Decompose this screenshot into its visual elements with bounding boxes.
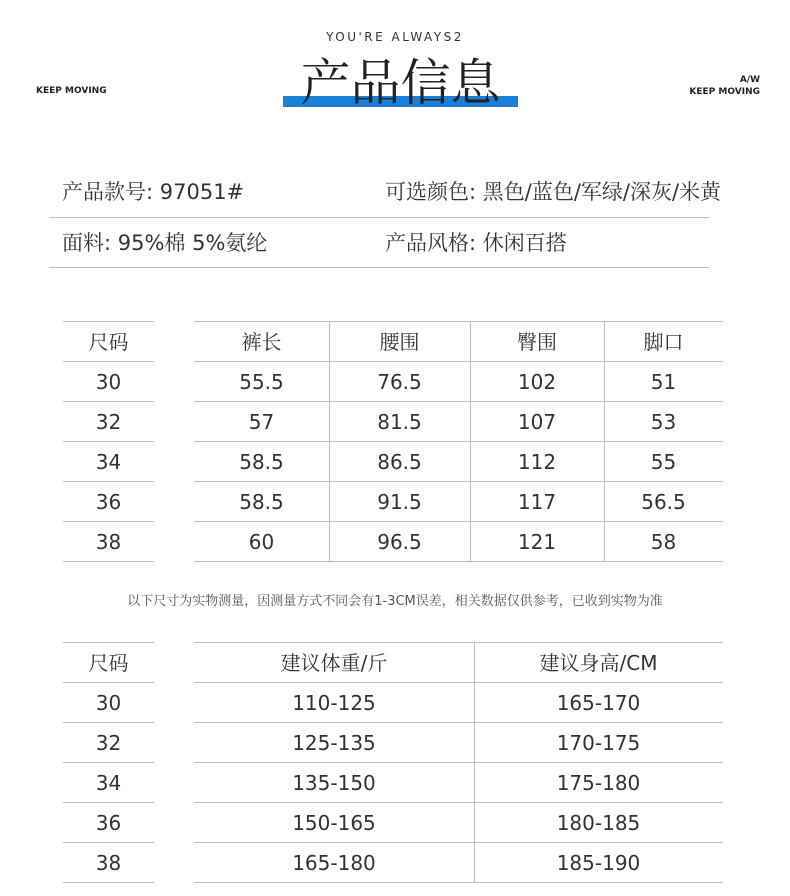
right-slogan-block xyxy=(689,74,760,98)
table-cell: 185-190 xyxy=(556,851,641,875)
table-cell: 53 xyxy=(650,410,677,434)
table-cell: 57 xyxy=(248,410,275,434)
table-header-cell: 腰围 xyxy=(379,330,420,354)
divider xyxy=(49,217,709,218)
fabric: 面料: 95%棉 5%氨纶 xyxy=(62,231,268,255)
table-cell: 150-165 xyxy=(292,811,376,835)
table-cell: 58 xyxy=(650,530,677,554)
table-cell: 38 xyxy=(95,530,122,554)
table-cell: 175-180 xyxy=(556,771,641,795)
page-title: 产品信息 xyxy=(300,54,501,112)
table-cell: 36 xyxy=(95,811,122,835)
table-header-cell: 臀围 xyxy=(517,330,557,354)
table-cell: 51 xyxy=(650,370,677,394)
table-cell: 56.5 xyxy=(641,490,686,514)
table-cell: 165-170 xyxy=(556,691,641,715)
table-cell: 36 xyxy=(95,490,122,514)
table-cell: 180-185 xyxy=(556,811,641,835)
table-cell: 86.5 xyxy=(377,450,422,474)
table-cell: 112 xyxy=(517,450,557,474)
style-number: 产品款号: 97051# xyxy=(62,180,245,204)
table-cell: 81.5 xyxy=(377,410,422,434)
table-cell: 102 xyxy=(517,370,557,394)
table-cell: 32 xyxy=(95,410,122,434)
table-cell: 125-135 xyxy=(292,731,376,755)
table-cell: 60 xyxy=(248,530,275,554)
table-header-cell: 尺码 xyxy=(88,651,129,675)
table-cell: 34 xyxy=(95,450,122,474)
table-cell: 121 xyxy=(517,530,557,554)
table-header-cell: 尺码 xyxy=(88,330,129,354)
table-cell: 55 xyxy=(650,450,677,474)
table-cell: 110-125 xyxy=(292,691,376,715)
table-cell: 32 xyxy=(95,731,122,755)
right-slogan: KEEP MOVING xyxy=(689,87,760,97)
table-header-cell: 建议体重/斤 xyxy=(280,651,388,675)
table-cell: 165-180 xyxy=(292,851,376,875)
table-cell: 117 xyxy=(517,490,557,514)
tagline: YOU'RE ALWAYS2 xyxy=(326,30,464,44)
measurement-note: 以下尺寸为实物测量，因测量方式不同会有1-3CM误差，相关数据仅供参考，已收到实物为准 xyxy=(127,594,663,609)
table-cell: 38 xyxy=(95,851,122,875)
available-colors: 可选颜色: 黑色/蓝色/军绿/深灰/米黄 xyxy=(385,180,722,204)
table-cell: 76.5 xyxy=(377,370,422,394)
table-cell: 30 xyxy=(95,370,122,394)
table-cell: 170-175 xyxy=(556,731,641,755)
product-style: 产品风格: 休闲百搭 xyxy=(385,231,567,255)
table-cell: 107 xyxy=(517,410,557,434)
table-cell: 96.5 xyxy=(377,530,422,554)
table-cell: 34 xyxy=(95,771,122,795)
table-cell: 30 xyxy=(95,691,122,715)
table-header-cell: 建议身高/CM xyxy=(539,651,658,675)
table-cell: 135-150 xyxy=(292,771,376,795)
table-header-cell: 裤长 xyxy=(241,330,282,354)
table-cell: 55.5 xyxy=(239,370,284,394)
table-cell: 91.5 xyxy=(377,490,422,514)
divider xyxy=(49,267,709,268)
table-cell: 58.5 xyxy=(239,490,284,514)
table-cell: 58.5 xyxy=(239,450,284,474)
season-label: A/W xyxy=(739,75,760,85)
left-slogan: KEEP MOVING xyxy=(36,86,107,96)
table-header-cell: 脚口 xyxy=(643,330,684,354)
